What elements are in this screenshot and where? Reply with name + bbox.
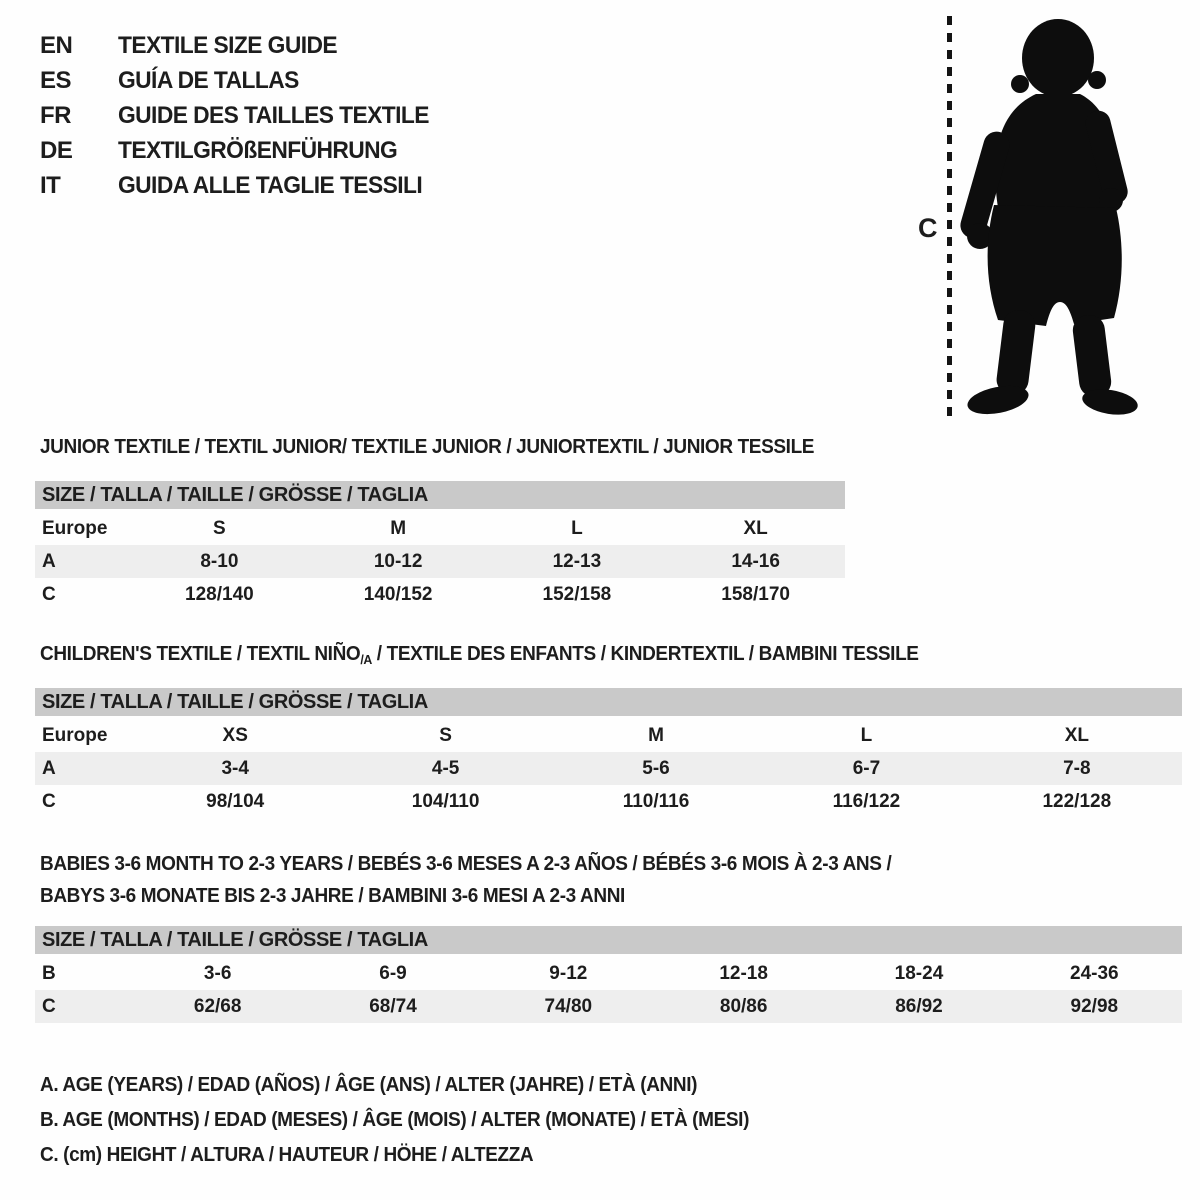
table-cell: XS <box>222 725 248 746</box>
height-measure-dashed-line <box>947 16 952 416</box>
section-title-babies-line2: BABYS 3-6 MONATE BIS 2-3 JAHRE / BAMBINI 3-6 MESI A 2-3 ANNI <box>40 885 625 907</box>
table-cell: S <box>439 725 452 746</box>
guide-title-it: GUIDA ALLE TAGLIE TESSILI <box>118 171 423 199</box>
table-row <box>35 990 1182 1023</box>
table-cell: 12-18 <box>719 963 768 984</box>
table-cell: 158/170 <box>721 584 790 605</box>
table-cell: 140/152 <box>363 584 433 605</box>
table-cell: 62/68 <box>193 996 242 1017</box>
section-title-children <box>40 643 919 667</box>
guide-title-fr: GUIDE DES TAILLES TEXTILE <box>118 101 429 129</box>
table-cell: 116/122 <box>832 791 901 812</box>
table-cell: 10-12 <box>373 551 423 572</box>
language-code: FR <box>40 101 71 129</box>
language-row <box>40 28 445 63</box>
row-label: B <box>42 963 56 984</box>
table-cell: 68/74 <box>369 996 417 1017</box>
table-row <box>35 752 1182 785</box>
section-title-children-post: / TEXTILE DES ENFANTS / KINDERTEXTIL / BAMBINI TESSILE <box>371 643 919 665</box>
table-cell: 3-6 <box>203 963 232 984</box>
table-row <box>35 719 1182 752</box>
table-cell: 128/140 <box>185 584 254 605</box>
table-rows <box>35 719 1182 818</box>
table-cell: S <box>213 518 226 539</box>
table-cell: 14-16 <box>731 551 780 572</box>
legend-line-c: C. (cm) HEIGHT / ALTURA / HAUTEUR / HÖHE / ALTEZZA <box>40 1144 534 1166</box>
table-cell: XL <box>1064 725 1089 746</box>
language-code: EN <box>40 31 73 59</box>
table-row <box>35 512 845 545</box>
table-cell: 8-10 <box>200 551 239 572</box>
table-cell: 7-8 <box>1063 758 1091 779</box>
row-label: A <box>42 758 56 779</box>
table-cell: 110/116 <box>622 791 690 812</box>
table-row <box>35 578 845 611</box>
table-cell: 80/86 <box>719 996 768 1017</box>
table-cell: L <box>571 518 583 539</box>
legend <box>40 1068 786 1173</box>
row-label: Europe <box>42 518 108 539</box>
table-cell: 6-7 <box>852 758 881 779</box>
table-cell: 5-6 <box>642 758 670 779</box>
row-label: Europe <box>42 725 108 746</box>
table-cell: M <box>390 518 407 539</box>
legend-line-b: B. AGE (MONTHS) / EDAD (MESES) / ÂGE (MOIS) / ALTER (MONATE) / ETÀ (MESI) <box>40 1109 750 1131</box>
table-cell: 98/104 <box>206 791 265 812</box>
table-header-band: SIZE / TALLA / TAILLE / GRÖSSE / TAGLIA <box>35 926 1182 954</box>
table-cell: 92/98 <box>1070 996 1119 1017</box>
section-title-junior: JUNIOR TEXTILE / TEXTIL JUNIOR/ TEXTILE JUNIOR / JUNIORTEXTIL / JUNIOR TESSILE <box>40 436 815 458</box>
language-row <box>40 133 445 168</box>
height-measure-label: C <box>918 213 938 243</box>
table-row <box>35 545 845 578</box>
table-cell: 4-5 <box>431 758 460 779</box>
language-code: DE <box>40 136 73 164</box>
babies-size-table <box>35 926 1182 1023</box>
table-header-band: SIZE / TALLA / TAILLE / GRÖSSE / TAGLIA <box>35 688 1182 716</box>
table-cell: XL <box>743 518 768 539</box>
table-cell: M <box>648 725 664 746</box>
row-label: C <box>42 584 56 605</box>
language-row <box>40 63 445 98</box>
junior-size-table <box>35 481 845 611</box>
table-cell: 152/158 <box>542 584 612 605</box>
baby-silhouette-icon <box>958 10 1146 422</box>
section-title-children-pre: CHILDREN'S TEXTILE / TEXTIL NIÑO <box>40 643 361 665</box>
table-rows <box>35 957 1182 1023</box>
language-code: IT <box>40 171 61 199</box>
table-cell: 9-12 <box>549 963 588 984</box>
language-code: ES <box>40 66 72 94</box>
table-cell: 18-24 <box>894 963 944 984</box>
guide-title-en: TEXTILE SIZE GUIDE <box>118 31 338 59</box>
section-title-babies-line1: BABIES 3-6 MONTH TO 2-3 YEARS / BEBÉS 3-6 MESES A 2-3 AÑOS / BÉBÉS 3-6 MOIS À 2-3 ANS / <box>40 853 892 875</box>
row-label: C <box>42 996 56 1017</box>
table-rows <box>35 512 845 611</box>
table-cell: 104/110 <box>411 791 480 812</box>
table-cell: 6-9 <box>379 963 407 984</box>
children-size-table <box>35 688 1182 818</box>
guide-title-es: GUÍA DE TALLAS <box>118 66 299 94</box>
table-row <box>35 785 1182 818</box>
language-title-list <box>40 28 445 203</box>
language-row <box>40 168 445 203</box>
table-cell: L <box>860 725 873 746</box>
guide-title-de: TEXTILGRÖßENFÜHRUNG <box>118 136 398 164</box>
table-cell: 24-36 <box>1070 963 1119 984</box>
table-cell: 3-4 <box>221 758 249 779</box>
table-cell: 86/92 <box>895 996 943 1017</box>
language-row <box>40 98 445 133</box>
row-label: C <box>42 791 56 812</box>
row-label: A <box>42 551 56 572</box>
section-title-children-sub: /A <box>360 652 372 667</box>
table-cell: 74/80 <box>544 996 593 1017</box>
table-cell: 12-13 <box>552 551 602 572</box>
table-cell: 122/128 <box>1042 791 1112 812</box>
legend-line-a: A. AGE (YEARS) / EDAD (AÑOS) / ÂGE (ANS) / ALTER (JAHRE) / ETÀ (ANNI) <box>40 1074 698 1096</box>
table-header-band: SIZE / TALLA / TAILLE / GRÖSSE / TAGLIA <box>35 481 845 509</box>
table-row <box>35 957 1182 990</box>
